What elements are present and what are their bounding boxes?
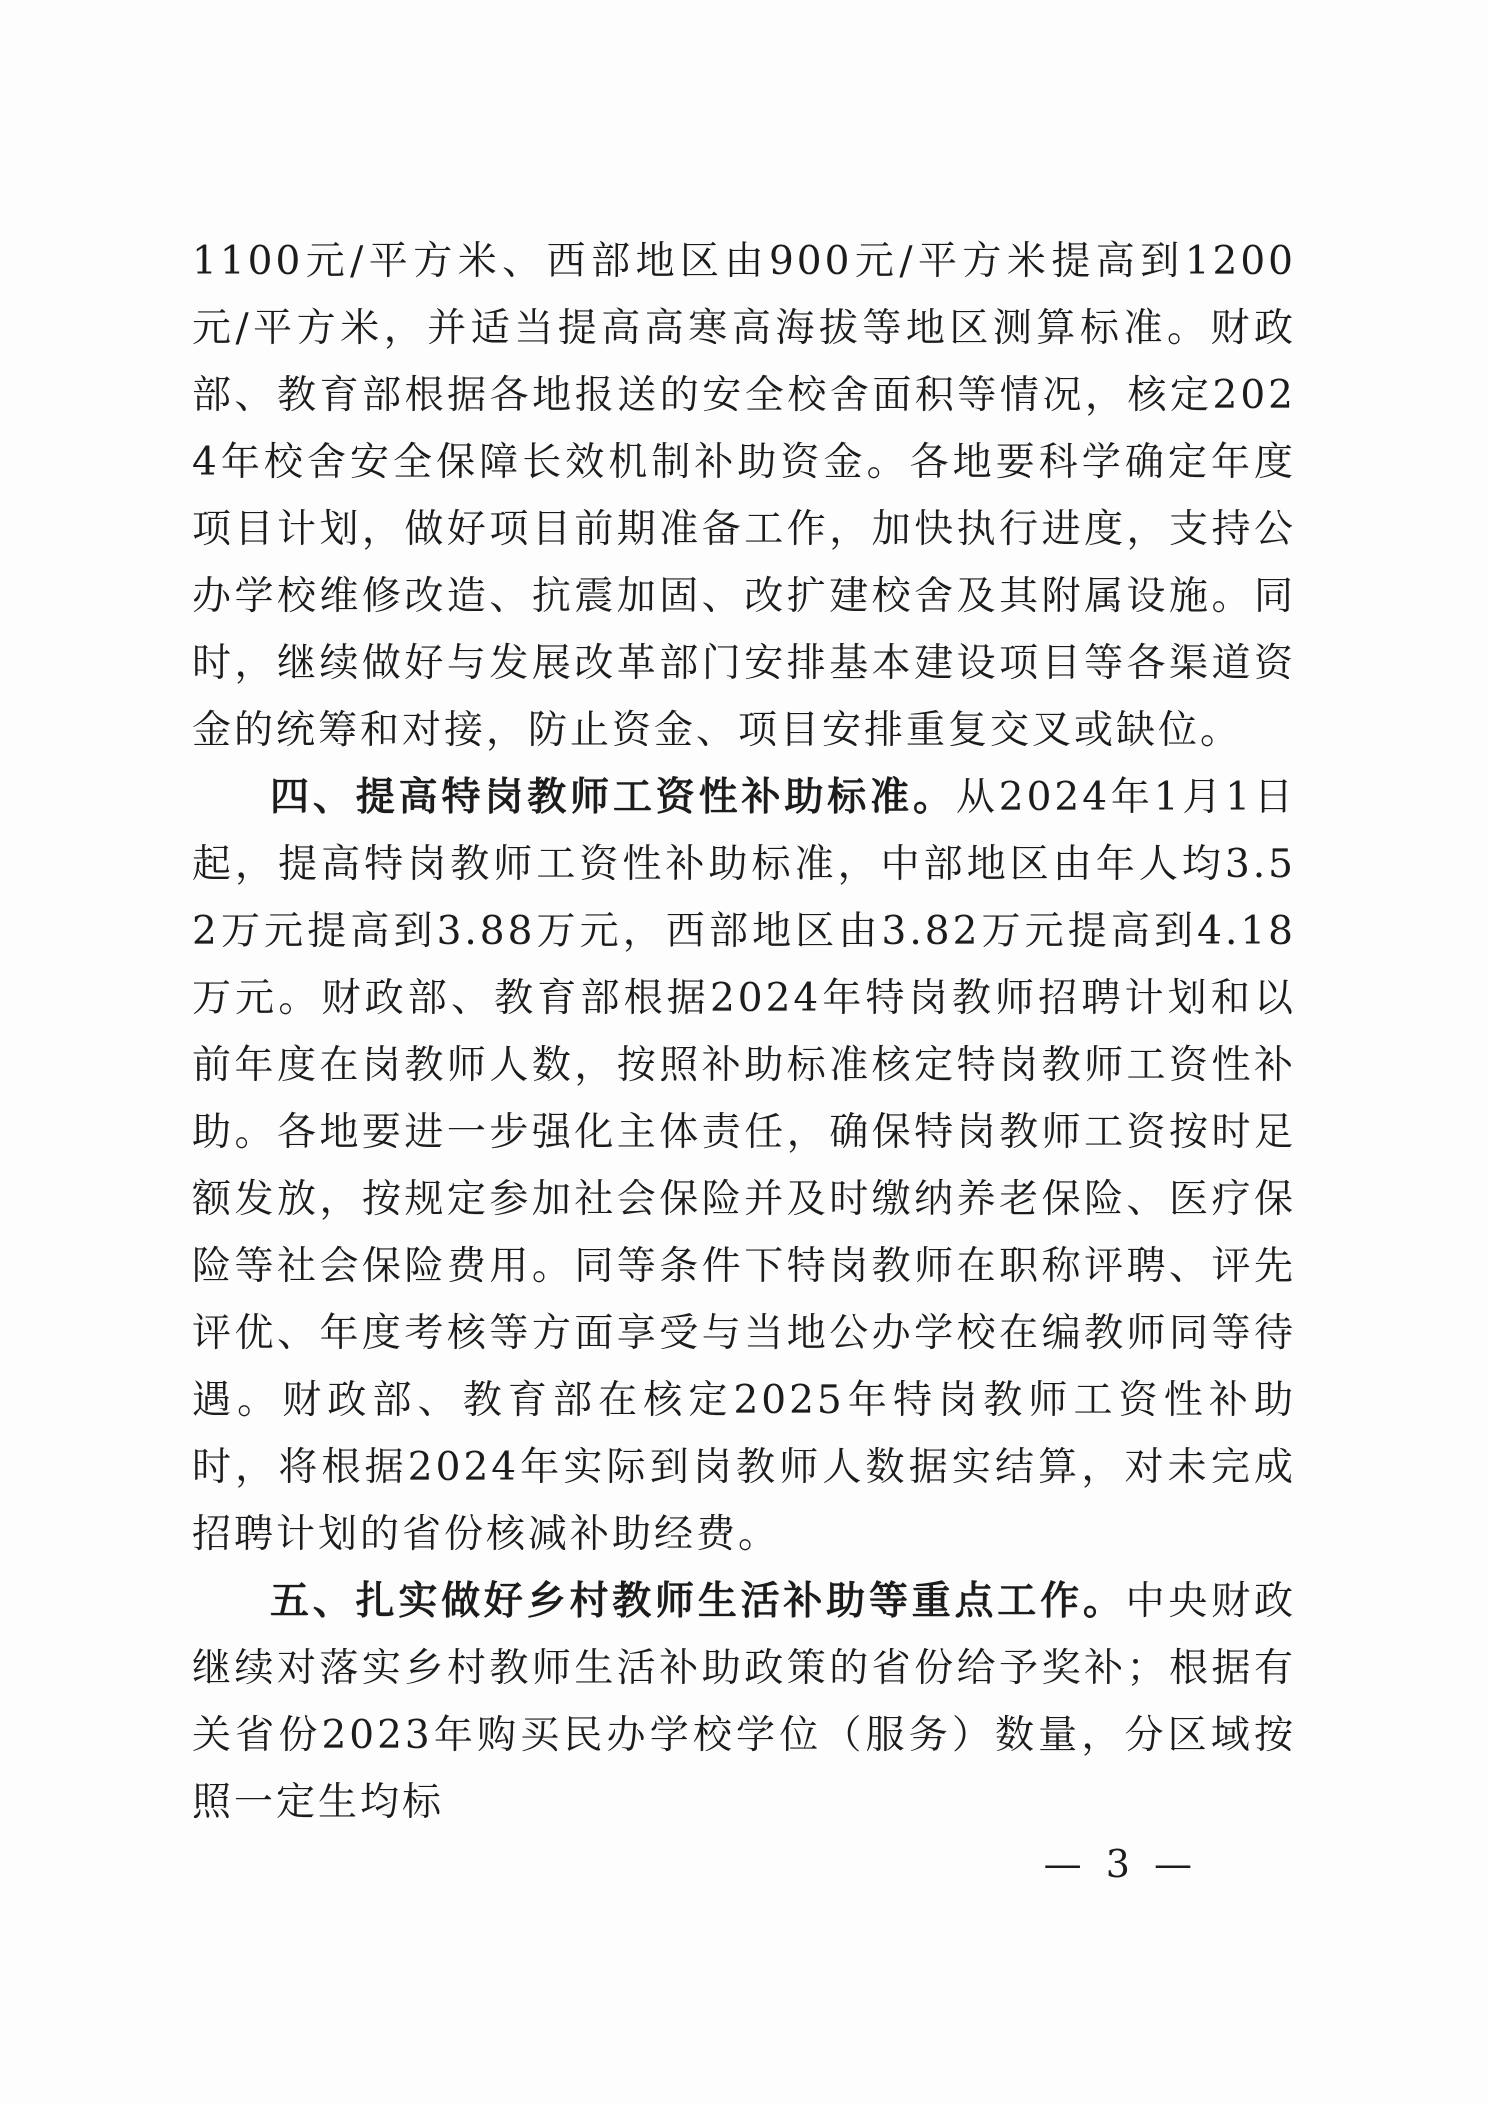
section-heading: 四、提高特岗教师工资性补助标准。 xyxy=(270,775,956,820)
paragraph-section-4 xyxy=(192,764,1296,1568)
paragraph-text: 从2024年1月1日起，提高特岗教师工资性补助标准，中部地区由年人均3.52万元提高到3.88万元，西部地区由3.82万元提高到4.18万元。财政部、教育部根据2024年特岗教师招聘计划和以前年度在岗教师人数，按照补助标准核定特岗教师工资性补助。各地要进一步强化主体责任，确保特岗教师工资按时足额发放，按规定参加社会保险并及时缴纳养老保险、医疗保险等社会保险费用。同等条件下特岗教师在职称评聘、评先评优、年度考核等方面享受与当地公办学校在编教师同等待遇。财政部、教育部在核定2025年特岗教师工资性补助时，将根据2024年实际到岗教师人数据实结算，对未完成招聘计划的省份核减补助经费。 xyxy=(192,775,1296,1557)
document-body xyxy=(192,228,1296,1836)
paragraph-section-5 xyxy=(192,1568,1296,1836)
paragraph-continuation xyxy=(192,228,1296,764)
section-heading: 五、扎实做好乡村教师生活补助等重点工作。 xyxy=(270,1579,1126,1624)
page-number: — 3 — xyxy=(1043,1842,1198,1886)
paragraph-text: 1100元/平方米、西部地区由900元/平方米提高到1200元/平方米，并适当提高高寒高海拔等地区测算标准。财政部、教育部根据各地报送的安全校舍面积等情况，核定2024年校舍安全保障长效机制补助资金。各地要科学确定年度项目计划，做好项目前期准备工作，加快执行进度，支持公办学校维修改造、抗震加固、改扩建校舍及其附属设施。同时，继续做好与发展改革部门安排基本建设项目等各渠道资金的统筹和对接，防止资金、项目安排重复交叉或缺位。 xyxy=(192,239,1296,753)
paragraph-text: 中央财政继续对落实乡村教师生活补助政策的省份给予奖补；根据有关省份2023年购买民办学校学位（服务）数量，分区域按照一定生均标 xyxy=(192,1579,1296,1825)
